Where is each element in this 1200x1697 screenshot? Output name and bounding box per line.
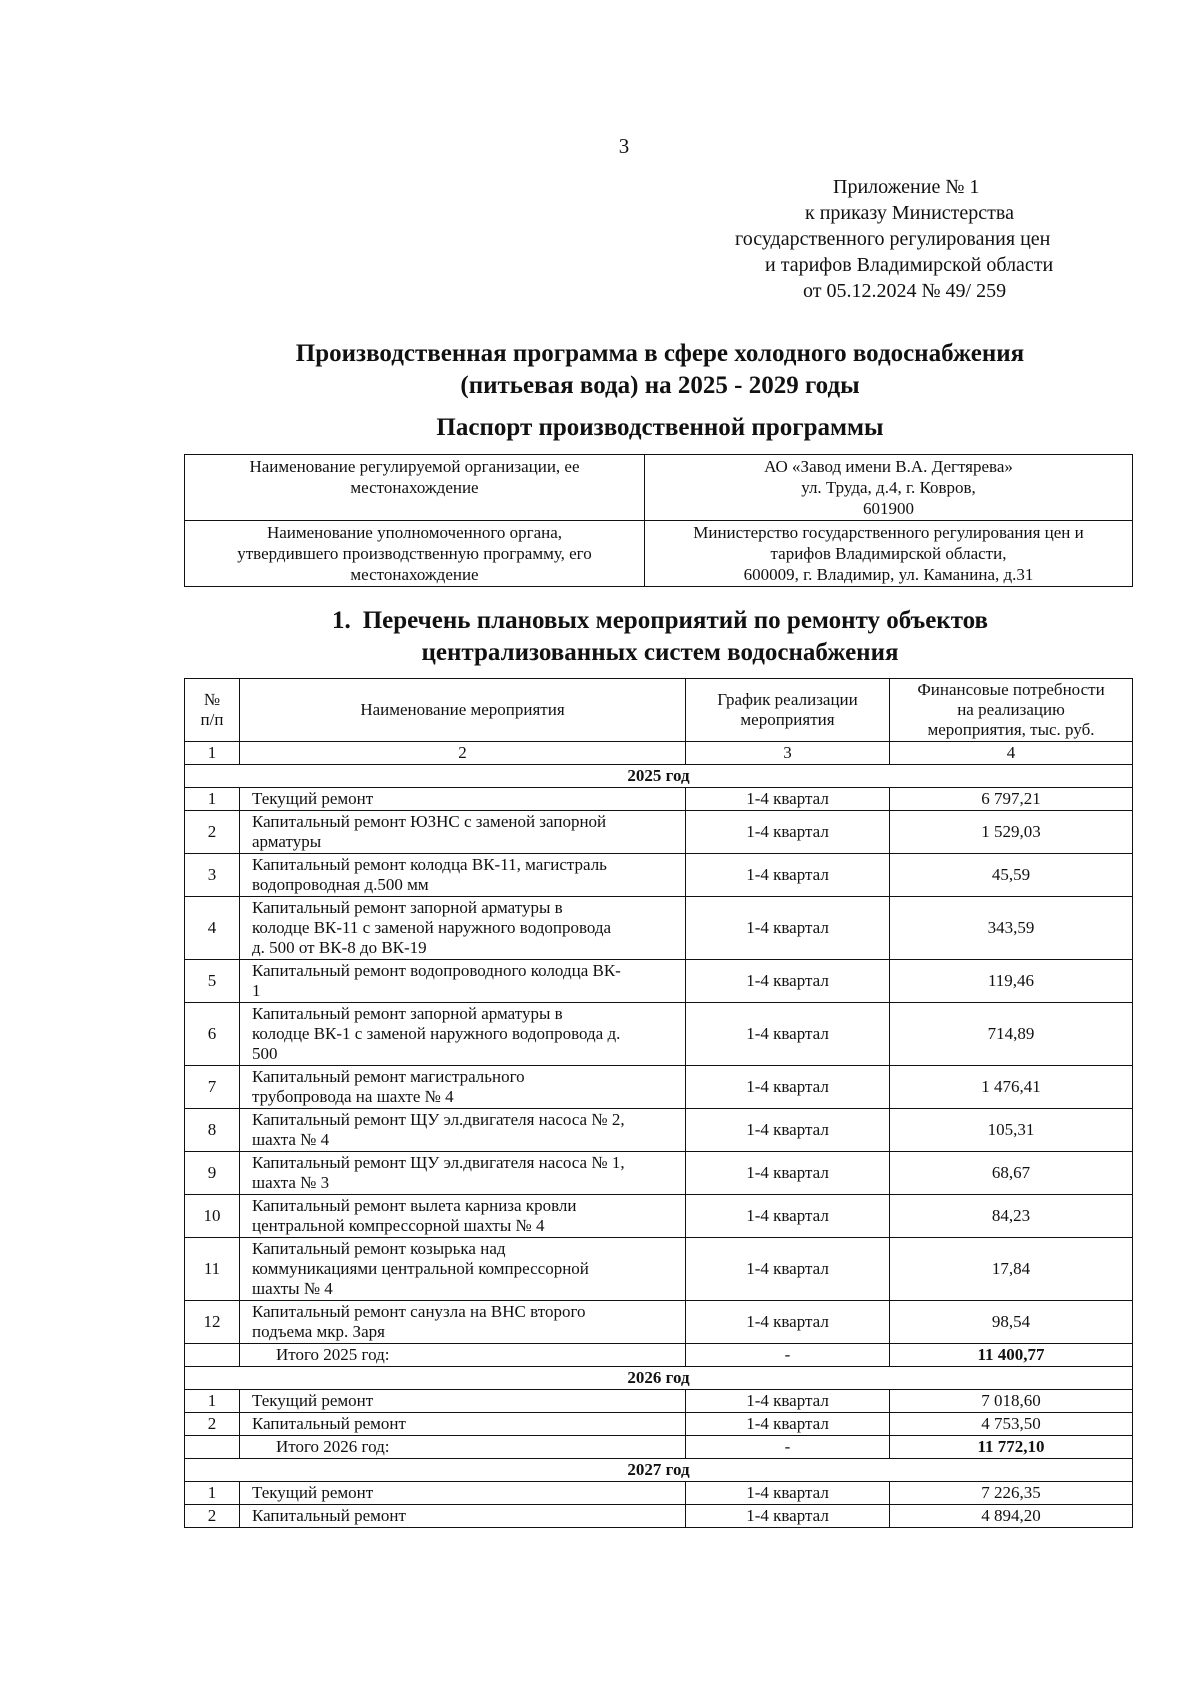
section-title-line: централизованных систем водоснабжения: [421, 639, 899, 666]
row-name-line: подъема мкр. Заря: [252, 1322, 385, 1341]
row-name-line: Капитальный ремонт ЮЗНС с заменой запорной: [252, 812, 607, 831]
row-name: [240, 1413, 686, 1436]
row-amount: 1 476,41: [890, 1066, 1133, 1109]
header-num: [185, 679, 240, 742]
row-name-line: арматуры: [252, 832, 322, 851]
row-name-line: центральной компрессорной шахты № 4: [252, 1216, 545, 1235]
passport-label-line: утвердившего производственную программу, его: [237, 544, 592, 563]
passport-value: [645, 455, 1133, 521]
column-number: 4: [890, 742, 1133, 765]
row-name-line: Капитальный ремонт санузла на ВНС второго: [252, 1302, 586, 1321]
passport-label-line: местонахождение: [350, 565, 479, 584]
row-amount: 45,59: [890, 854, 1133, 897]
row-amount: 4 753,50: [890, 1413, 1133, 1436]
year-label: 2026 год: [185, 1367, 1133, 1390]
row-schedule: 1-4 квартал: [686, 960, 890, 1003]
table-row: [185, 1238, 1133, 1301]
row-number: 5: [185, 960, 240, 1003]
annex-line: и тарифов Владимирской области: [765, 254, 1054, 276]
row-schedule: 1-4 квартал: [686, 854, 890, 897]
row-amount: 68,67: [890, 1152, 1133, 1195]
total-empty-cell: [185, 1344, 240, 1367]
passport-value-line: 600009, г. Владимир, ул. Каманина, д.31: [743, 565, 1034, 584]
annex-line: к приказу Министерства: [805, 202, 1014, 224]
row-schedule: 1-4 квартал: [686, 1413, 890, 1436]
row-name: [240, 1152, 686, 1195]
table-row: [185, 854, 1133, 897]
row-name: [240, 1238, 686, 1301]
total-schedule: -: [686, 1436, 890, 1459]
row-name-line: колодце ВК-1 с заменой наружного водопровода д.: [252, 1024, 621, 1043]
passport-table: [184, 454, 1133, 587]
row-name-line: Капитальный ремонт запорной арматуры в: [252, 1004, 563, 1023]
table-row: [185, 811, 1133, 854]
row-number: 11: [185, 1238, 240, 1301]
section-title-line: Перечень плановых мероприятий по ремонту объектов: [362, 607, 989, 634]
row-schedule: 1-4 квартал: [686, 1390, 890, 1413]
row-name-line: коммуникациями центральной компрессорной: [252, 1259, 589, 1278]
row-amount: 119,46: [890, 960, 1133, 1003]
document-title-line: Производственная программа в сфере холодного водоснабжения: [295, 340, 1025, 367]
row-name-line: колодце ВК-11 с заменой наружного водопровода: [252, 918, 612, 937]
row-name-line: Капитальный ремонт колодца ВК-11, магистраль: [252, 855, 607, 874]
row-name: [240, 811, 686, 854]
row-name: [240, 960, 686, 1003]
row-name-line: Капитальный ремонт: [252, 1414, 406, 1433]
row-number: 1: [185, 1482, 240, 1505]
row-number: 3: [185, 854, 240, 897]
row-schedule: 1-4 квартал: [686, 1195, 890, 1238]
passport-value-line: Министерство государственного регулирования цен и: [693, 523, 1084, 542]
row-number: 1: [185, 788, 240, 811]
column-number-row: [185, 742, 1133, 765]
passport-label-line: Наименование регулируемой организации, ее: [249, 457, 580, 476]
document-title-line: (питьевая вода) на 2025 - 2029 годы: [460, 372, 860, 399]
table-row: [185, 897, 1133, 960]
row-name: [240, 1066, 686, 1109]
year-label: 2027 год: [185, 1459, 1133, 1482]
header-schedule: [686, 679, 890, 742]
table-row: [185, 1152, 1133, 1195]
annex-line: от 05.12.2024 № 49/ 259: [803, 280, 1007, 302]
passport-value-line: 601900: [863, 499, 914, 518]
table-row: [185, 1195, 1133, 1238]
row-number: 12: [185, 1301, 240, 1344]
row-name: [240, 1482, 686, 1505]
row-number: 2: [185, 1505, 240, 1528]
row-name: [240, 854, 686, 897]
row-number: 9: [185, 1152, 240, 1195]
row-number: 2: [185, 1413, 240, 1436]
row-number: 7: [185, 1066, 240, 1109]
row-name-line: 500: [252, 1044, 278, 1063]
row-name: [240, 1003, 686, 1066]
row-amount: 714,89: [890, 1003, 1133, 1066]
header-line: Финансовые потребности: [917, 680, 1105, 699]
passport-label: [185, 521, 645, 587]
passport-title: Паспорт производственной программы: [436, 414, 884, 441]
header-line: №: [203, 690, 221, 709]
row-amount: 1 529,03: [890, 811, 1133, 854]
row-name-line: шахта № 4: [252, 1130, 330, 1149]
header-line: мероприятия: [740, 710, 835, 729]
header-name: Наименование мероприятия: [240, 679, 686, 742]
passport-label: [185, 455, 645, 521]
year-row: [185, 765, 1133, 788]
passport-value-line: ул. Труда, д.4, г. Ковров,: [801, 478, 976, 497]
total-empty-cell: [185, 1436, 240, 1459]
row-amount: 84,23: [890, 1195, 1133, 1238]
total-label: Итого 2026 год:: [240, 1436, 686, 1459]
passport-value: [645, 521, 1133, 587]
document-title: [180, 338, 1140, 402]
row-number: 10: [185, 1195, 240, 1238]
passport-label-line: Наименование уполномоченного органа,: [266, 523, 563, 542]
row-name-line: шахты № 4: [252, 1279, 333, 1298]
row-name-line: Капитальный ремонт магистрального: [252, 1067, 525, 1086]
total-row: [185, 1436, 1133, 1459]
year-row: [185, 1459, 1133, 1482]
row-schedule: 1-4 квартал: [686, 1238, 890, 1301]
row-schedule: 1-4 квартал: [686, 1505, 890, 1528]
table-header-row: [185, 679, 1133, 742]
row-amount: 343,59: [890, 897, 1133, 960]
row-name-line: шахта № 3: [252, 1173, 330, 1192]
row-name: [240, 1301, 686, 1344]
row-name-line: д. 500 от ВК-8 до ВК-19: [252, 938, 427, 957]
annex-line: государственного регулирования цен: [735, 228, 1051, 250]
row-number: 6: [185, 1003, 240, 1066]
header-line: мероприятия, тыс. руб.: [927, 720, 1095, 739]
total-row: [185, 1344, 1133, 1367]
row-name-line: трубопровода на шахте № 4: [252, 1087, 454, 1106]
row-amount: 4 894,20: [890, 1505, 1133, 1528]
row-schedule: 1-4 квартал: [686, 1482, 890, 1505]
row-schedule: 1-4 квартал: [686, 1066, 890, 1109]
annex-line: Приложение № 1: [833, 176, 980, 198]
row-schedule: 1-4 квартал: [686, 811, 890, 854]
total-label: Итого 2025 год:: [240, 1344, 686, 1367]
row-name-line: Капитальный ремонт водопроводного колодца ВК-: [252, 961, 621, 980]
passport-row: [185, 455, 1133, 521]
row-name: [240, 1505, 686, 1528]
row-name-line: Капитальный ремонт ЩУ эл.двигателя насоса № 2,: [252, 1110, 625, 1129]
total-schedule: -: [686, 1344, 890, 1367]
row-number: 4: [185, 897, 240, 960]
row-schedule: 1-4 квартал: [686, 788, 890, 811]
total-amount: 11 772,10: [890, 1436, 1133, 1459]
passport-label-line: местонахождение: [350, 478, 479, 497]
header-line: п/п: [200, 710, 224, 729]
table-row: [185, 1390, 1133, 1413]
row-name-line: Текущий ремонт: [252, 789, 374, 808]
measures-table: [184, 678, 1133, 1528]
row-schedule: 1-4 квартал: [686, 1003, 890, 1066]
column-number: 1: [185, 742, 240, 765]
page-number: 3: [618, 134, 630, 158]
row-schedule: 1-4 квартал: [686, 897, 890, 960]
passport-value-line: АО «Завод имени В.А. Дегтярева»: [764, 457, 1013, 476]
passport-value-line: тарифов Владимирской области,: [770, 544, 1007, 563]
row-amount: 6 797,21: [890, 788, 1133, 811]
table-row: [185, 1413, 1133, 1436]
row-name-line: Капитальный ремонт: [252, 1506, 406, 1525]
table-row: [185, 1109, 1133, 1152]
row-amount: 7 018,60: [890, 1390, 1133, 1413]
header-line: График реализации: [717, 690, 858, 709]
section-number: 1.: [331, 607, 351, 634]
row-name-line: Капитальный ремонт вылета карниза кровли: [252, 1196, 577, 1215]
header-line: на реализацию: [957, 700, 1065, 719]
table-row: [185, 1482, 1133, 1505]
row-name: [240, 788, 686, 811]
table-row: [185, 1505, 1133, 1528]
row-name-line: Текущий ремонт: [252, 1391, 374, 1410]
row-number: 2: [185, 811, 240, 854]
year-row: [185, 1367, 1133, 1390]
table-row: [185, 1003, 1133, 1066]
table-row: [185, 788, 1133, 811]
row-name: [240, 1390, 686, 1413]
row-name-line: Капитальный ремонт запорной арматуры в: [252, 898, 563, 917]
row-name-line: Текущий ремонт: [252, 1483, 374, 1502]
row-name: [240, 897, 686, 960]
table-row: [185, 1301, 1133, 1344]
section-title: [180, 605, 1140, 669]
table-row: [185, 1066, 1133, 1109]
row-number: 1: [185, 1390, 240, 1413]
passport-row: [185, 521, 1133, 587]
table-row: [185, 960, 1133, 1003]
row-name: [240, 1109, 686, 1152]
row-name-line: Капитальный ремонт козырька над: [252, 1239, 506, 1258]
row-name-line: Капитальный ремонт ЩУ эл.двигателя насоса № 1,: [252, 1153, 625, 1172]
row-amount: 105,31: [890, 1109, 1133, 1152]
column-number: 2: [240, 742, 686, 765]
row-schedule: 1-4 квартал: [686, 1152, 890, 1195]
row-amount: 17,84: [890, 1238, 1133, 1301]
column-number: 3: [686, 742, 890, 765]
row-name-line: 1: [252, 981, 261, 1000]
row-schedule: 1-4 квартал: [686, 1109, 890, 1152]
row-name-line: водопроводная д.500 мм: [252, 875, 429, 894]
row-schedule: 1-4 квартал: [686, 1301, 890, 1344]
year-label: 2025 год: [185, 765, 1133, 788]
total-amount: 11 400,77: [890, 1344, 1133, 1367]
row-amount: 7 226,35: [890, 1482, 1133, 1505]
annex-block: [735, 174, 1115, 304]
row-name: [240, 1195, 686, 1238]
header-finance: [890, 679, 1133, 742]
row-number: 8: [185, 1109, 240, 1152]
row-amount: 98,54: [890, 1301, 1133, 1344]
